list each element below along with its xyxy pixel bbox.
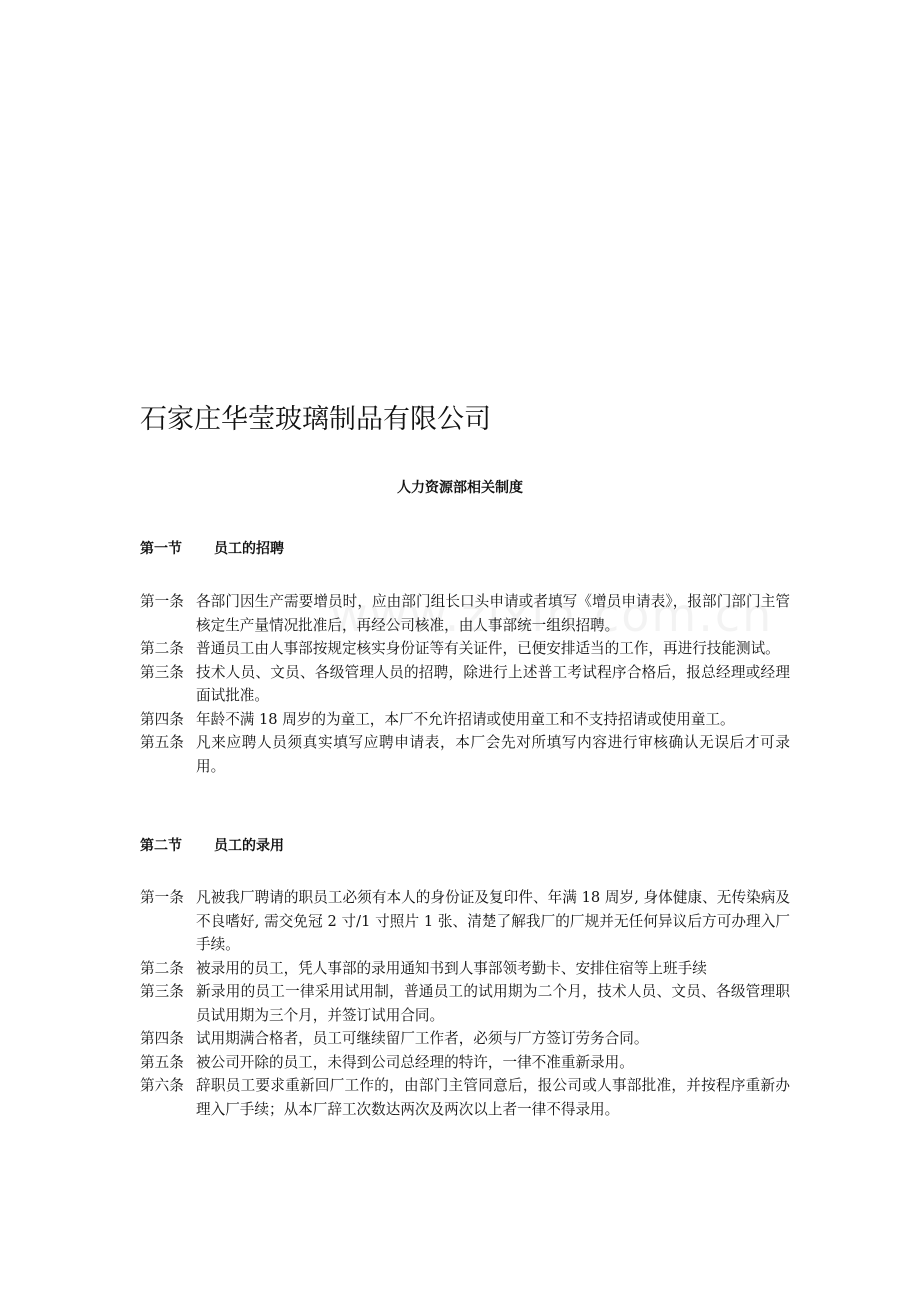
article-item [140,1027,790,1051]
article-item [140,661,790,708]
section-number: 第一节 [140,541,182,557]
article-item [140,886,790,957]
article-text: 新录用的员工一律采用试用制，普通员工的试用期为二个月，技术人员、文员、各级管理职员试用期为三个月，并签订试用合同。 [196,983,790,1024]
article-text: 被公司开除的员工，未得到公司总经理的特许，一律不准重新录用。 [196,1053,634,1071]
article-text: 各部门因生产需要增员时，应由部门组长口头申请或者填写《增员申请表》，报部门部门主管核定生产量情况批准后，再经公司核准，由人事部统一组织招聘。 [196,593,790,634]
article-text: 辞职员工要求重新回厂工作的，由部门主管同意后，报公司或人事部批准，并按程序重新办理入厂手续；从本厂辞工次数达两次及两次以上者一律不得录用。 [196,1077,790,1118]
article-item [140,1074,790,1121]
article-item [140,980,790,1027]
article-number: 第二条 [140,640,184,657]
article-text: 凡被我厂聘请的职员工必须有本人的身份证及复印件、年满 18 周岁, 身体健康、无传染病及不良嗜好, 需交免冠 2 寸/1 寸照片 1 张、清楚了解我厂的厂规并无任何异议后方可办理入厂手续。 [196,889,790,953]
article-text: 普通员工由人事部按规定核实身份证等有关证件，已便安排适当的工作，再进行技能测试。 [196,640,780,657]
section-title: 员工的录用 [214,838,284,854]
article-text: 技术人员、文员、各级管理人员的招聘，除进行上述普工考试程序合格后，报总经理或经理面试批准。 [196,663,790,704]
article-text: 被录用的员工，凭人事部的录用通知书到人事部领考勤卡、安排住宿等上班手续 [196,959,707,977]
section-heading-hiring [140,834,284,858]
article-text: 年龄不满 18 周岁的为童工，本厂不允许招请或使用童工和不支持招请或使用童工。 [196,710,735,728]
article-number: 第四条 [140,1030,184,1047]
section-heading-recruitment [140,537,284,561]
article-number: 第一条 [140,889,184,906]
article-number: 第三条 [140,663,184,681]
article-number: 第二条 [140,959,184,977]
article-item [140,590,790,637]
article-text: 凡来应聘人员须真实填写应聘申请表，本厂会先对所填写内容进行审核确认无误后才可录用。 [196,734,790,775]
article-number: 第五条 [140,1053,184,1071]
article-list-recruitment [140,590,790,778]
company-title: 石家庄华莹玻璃制品有限公司 [140,404,491,435]
article-number: 第六条 [140,1077,184,1094]
article-item [140,1051,790,1075]
article-number: 第五条 [140,734,184,751]
article-text: 试用期满合格者，员工可继续留厂工作者，必须与厂方签订劳务合同。 [196,1030,649,1047]
article-number: 第四条 [140,710,184,728]
section-number: 第二节 [140,838,182,854]
article-number: 第一条 [140,593,184,610]
article-number: 第三条 [140,983,184,1000]
article-list-hiring [140,886,790,1121]
article-item [140,957,790,981]
article-item [140,637,790,661]
article-item [140,708,790,732]
section-title: 员工的招聘 [214,541,284,557]
article-item [140,731,790,778]
document-title: 人力资源部相关制度 [397,480,523,496]
